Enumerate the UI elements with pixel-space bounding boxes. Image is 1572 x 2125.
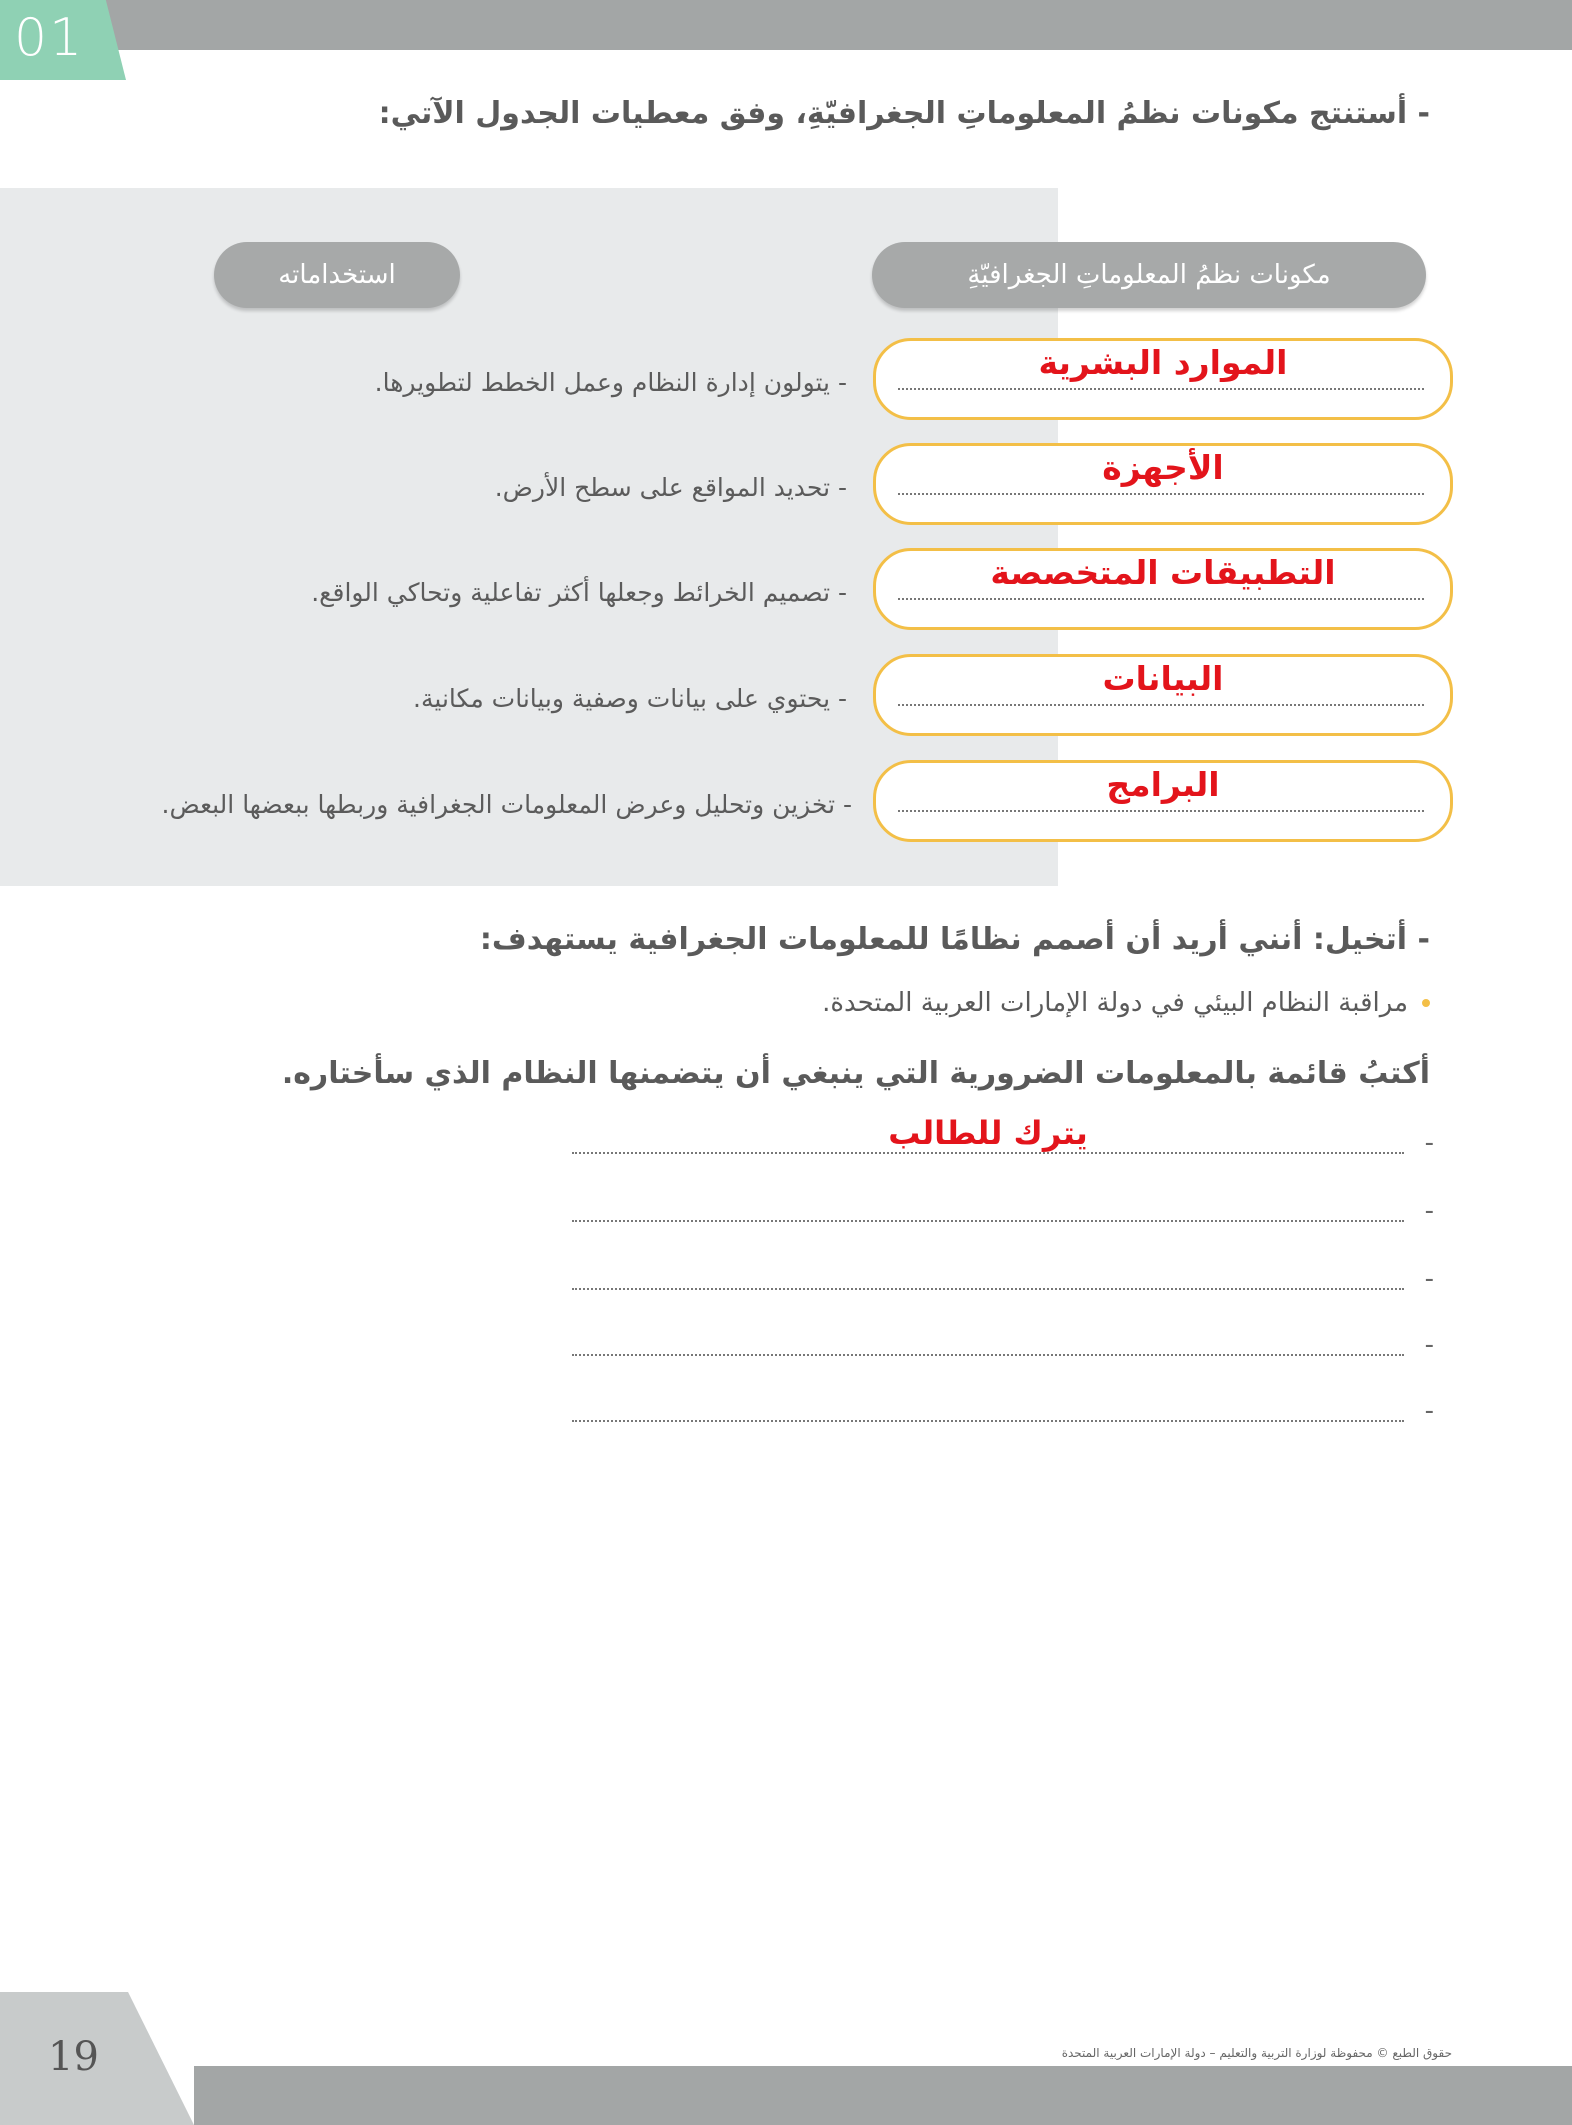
dotted-line [898,493,1424,495]
write-line-3[interactable] [572,1264,1434,1294]
dotted-line [898,810,1424,812]
list-answer-text: يترك للطالب [888,1114,1088,1152]
bullet-dot [1422,999,1430,1007]
instruction-infer-components: - أستنتج مكونات نظمُ المعلوماتِ الجغرافيّةِ، وفق معطيات الجدول الآتي: [378,96,1430,131]
instruction-write-list: أكتبُ قائمة بالمعلومات الضرورية التي ينبغي أن يتضمنها النظام الذي سأختاره. [281,1056,1430,1091]
line-dash: - [1424,1264,1434,1294]
answer-box-3[interactable] [873,548,1453,630]
top-bar [0,0,1572,50]
use-text-4: - يحتوي على بيانات وصفية وبيانات مكانية. [413,684,847,713]
write-line-4[interactable] [572,1330,1434,1360]
answer-text: البيانات [1102,659,1224,698]
dotted-line [898,598,1424,600]
answer-text: الأجهزة [1102,448,1224,487]
line-dash: - [1424,1396,1434,1426]
line-dash: - [1424,1330,1434,1360]
header-components: مكونات نظمُ المعلوماتِ الجغرافيّةِ [872,242,1426,308]
write-line-2[interactable] [572,1196,1434,1226]
write-line-1[interactable] [572,1114,1434,1158]
dotted-line [572,1220,1404,1222]
instruction-imagine: - أتخيل: أنني أريد أن أصمم نظامًا للمعلومات الجغرافية يستهدف: [479,922,1430,957]
dotted-line [898,388,1424,390]
write-line-5[interactable] [572,1396,1434,1426]
use-text-2: - تحديد المواقع على سطح الأرض. [494,473,847,502]
dotted-line [898,704,1424,706]
answer-text: الموارد البشرية [1038,343,1288,382]
header-uses: استخداماته [214,242,460,308]
copyright-text: حقوق الطبع © محفوظة لوزارة التربية والتعليم – دولة الإمارات العربية المتحدة [1061,2046,1452,2060]
use-text-1: - يتولون إدارة النظام وعمل الخطط لتطويرها. [374,368,847,397]
answer-box-1[interactable] [873,338,1453,420]
bullet-item [822,988,1430,1018]
answer-text: التطبيقات المتخصصة [990,553,1336,592]
bullet-text: مراقبة النظام البيئي في دولة الإمارات العربية المتحدة. [822,988,1408,1018]
line-dash: - [1424,1128,1434,1158]
page-number: 19 [48,2034,99,2080]
answer-box-5[interactable] [873,760,1453,842]
chapter-number: 01 [14,8,85,68]
dotted-line [572,1288,1404,1290]
answer-text: البرامج [1106,765,1220,804]
dotted-line [572,1354,1404,1356]
answer-box-4[interactable] [873,654,1453,736]
use-text-3: - تصميم الخرائط وجعلها أكثر تفاعلية وتحاكي الواقع. [311,578,847,607]
bottom-bar [194,2066,1572,2125]
dotted-line [572,1152,1404,1154]
dotted-line [572,1420,1404,1422]
line-dash: - [1424,1196,1434,1226]
use-text-5: - تخزين وتحليل وعرض المعلومات الجغرافية وربطها ببعضها البعض. [161,790,852,819]
answer-box-2[interactable] [873,443,1453,525]
